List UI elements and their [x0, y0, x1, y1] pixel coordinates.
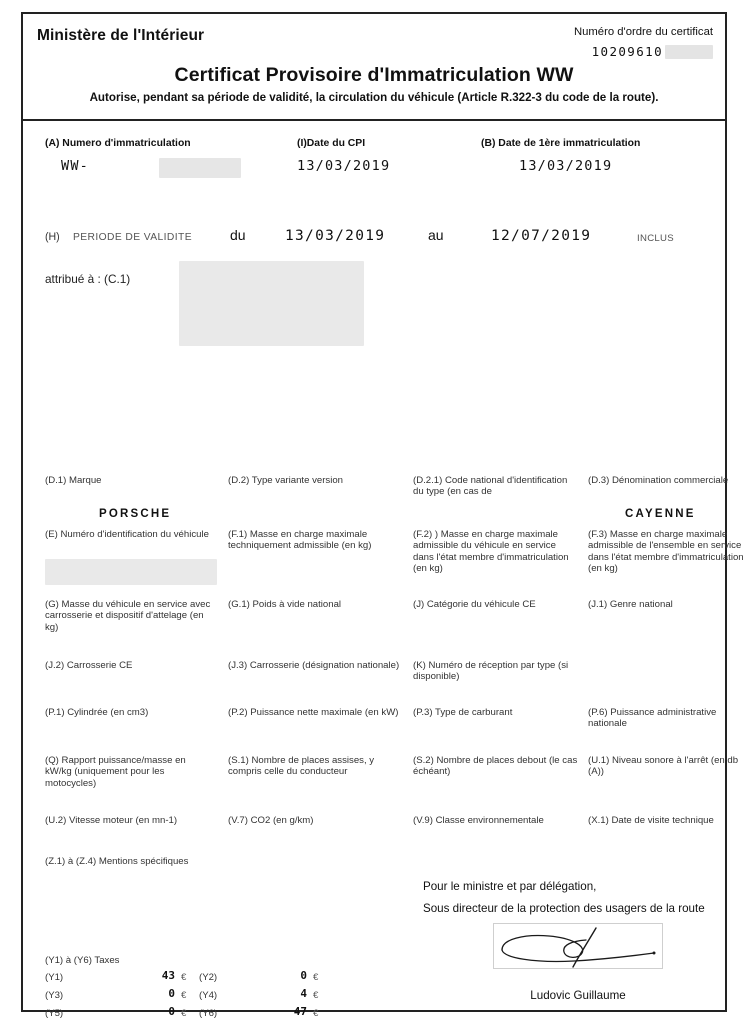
taxes-title: (Y1) à (Y6) Taxes	[45, 955, 120, 966]
field-s1-label: (S.1) Nombre de places assises, y compris celle du conducteur	[228, 755, 375, 778]
field-p6-label: (P.6) Puissance administrative nationale	[588, 707, 717, 730]
certificate-number-value: 10209610	[591, 44, 663, 59]
vin-redaction	[45, 559, 217, 585]
signature-role-line: Sous directeur de la protection des usagers de la route	[423, 902, 705, 915]
field-q-label: (Q) Rapport puissance/masse en kW/kg (uniquement pour les motocycles)	[45, 755, 186, 789]
tax-amount-y3: 0	[168, 987, 175, 1000]
tax-key-y1: (Y1)	[45, 972, 64, 983]
validity-to-date: 12/07/2019	[491, 228, 592, 244]
field-a-label: (A) Numero d'immatriculation	[45, 138, 191, 149]
tax-key-y2: (Y2)	[199, 972, 218, 983]
field-v7-label: (V.7) CO2 (en g/km)	[228, 815, 314, 826]
field-h-code: (H)	[45, 231, 60, 243]
tax-amount-y2: 0	[300, 969, 307, 982]
field-i-value: 13/03/2019	[297, 158, 391, 174]
holder-label: attribué à : (C.1)	[45, 272, 131, 286]
field-j2-label: (J.2) Carrosserie CE	[45, 660, 133, 671]
field-f1-label: (F.1) Masse en charge maximale techniquement admissible (en kg)	[228, 529, 372, 552]
field-d1-value: PORSCHE	[99, 508, 172, 520]
validity-period-row	[23, 226, 725, 254]
field-p1-label: (P.1) Cylindrée (en cm3)	[45, 707, 149, 718]
tax-key-y6: (Y6)	[199, 1008, 218, 1019]
field-g-label: (G) Masse du véhicule en service avec carrosserie et dispositif d'attelage (en kg)	[45, 599, 211, 633]
signatory-name: Ludovic Guillaume	[530, 989, 626, 1002]
field-d1-label: (D.1) Marque	[45, 475, 102, 486]
tax-key-y4: (Y4)	[199, 990, 218, 1001]
certificate-number-label: Numéro d'ordre du certificat	[573, 26, 713, 38]
validity-from-date: 13/03/2019	[285, 228, 386, 244]
tax-currency-y3: €	[181, 990, 187, 1001]
validity-from-word: du	[230, 227, 246, 243]
field-d3-label: (D.3) Dénomination commerciale	[588, 475, 729, 486]
tax-key-y3: (Y3)	[45, 990, 64, 1001]
field-s2-label: (S.2) Nombre de places debout (le cas échéant)	[413, 755, 578, 778]
certificate-number-redaction	[665, 45, 713, 59]
field-d2-label: (D.2) Type variante version	[228, 475, 343, 486]
identification-block	[23, 121, 725, 198]
field-j3-label: (J.3) Carrosserie (désignation nationale)	[228, 660, 400, 671]
tax-amount-y4: 4	[300, 987, 307, 1000]
field-j1-label: (J.1) Genre national	[588, 599, 673, 610]
document-header	[23, 14, 725, 119]
validity-period-label: PERIODE DE VALIDITE	[73, 232, 192, 243]
field-p2-label: (P.2) Puissance nette maximale (en kW)	[228, 707, 399, 718]
field-d21-label: (D.2.1) Code national d'identification du type (en cas de	[413, 475, 568, 498]
field-b-label: (B) Date de 1ère immatriculation	[481, 138, 641, 149]
validity-to-word: au	[428, 227, 444, 243]
tax-amount-y6: 47	[293, 1005, 307, 1018]
signature-box	[493, 923, 663, 969]
field-b-value: 13/03/2019	[519, 158, 613, 174]
field-f3-label: (F.3) Masse en charge maximale admissible de l'ensemble en service dans l'état membre d'immatriculation (en kg)	[588, 529, 744, 575]
tax-currency-y4: €	[313, 990, 319, 1001]
tax-currency-y6: €	[313, 1008, 319, 1019]
field-i-label: (I)Date du CPI	[297, 138, 366, 149]
field-g1-label: (G.1) Poids à vide national	[228, 599, 342, 610]
field-j-label: (J) Catégorie du véhicule CE	[413, 599, 536, 610]
field-f2-label: (F.2) ) Masse en charge maximale admissible du véhicule en service dans l'état membre d'immatriculation (en kg)	[413, 529, 569, 575]
field-x1-label: (X.1) Date de visite technique	[588, 815, 714, 826]
field-v9-label: (V.9) Classe environnementale	[413, 815, 544, 826]
field-u1-label: (U.1) Niveau sonore à l'arrêt (en db (A))	[588, 755, 739, 778]
tax-key-y5: (Y5)	[45, 1008, 64, 1019]
document-subtitle: Autorise, pendant sa période de validité, la circulation du véhicule (Article R.322-3 du code de la route).	[89, 91, 659, 104]
handwritten-signature-icon	[494, 924, 662, 968]
page-title: Certificat Provisoire d'Immatriculation WW	[174, 64, 574, 86]
field-a-value: WW-	[61, 158, 89, 174]
tax-currency-y1: €	[181, 972, 187, 983]
field-e-label: (E) Numéro d'identification du véhicule	[45, 529, 209, 540]
tax-currency-y2: €	[313, 972, 319, 983]
field-k-label: (K) Numéro de réception par type (si disponible)	[413, 660, 569, 683]
tax-amount-y1: 43	[161, 969, 175, 982]
plate-number-redaction	[159, 158, 241, 178]
tax-amount-y5: 0	[168, 1005, 175, 1018]
validity-inclusive-note: INCLUS	[637, 233, 674, 244]
holder-name-redaction	[179, 261, 364, 346]
field-z-label: (Z.1) à (Z.4) Mentions spécifiques	[45, 856, 189, 867]
certificate-frame	[21, 12, 744, 1019]
field-p3-label: (P.3) Type de carburant	[413, 707, 513, 718]
tax-currency-y5: €	[181, 1008, 187, 1019]
signature-delegation-line: Pour le ministre et par délégation,	[423, 880, 597, 893]
ministry-title: Ministère de l'Intérieur	[37, 27, 205, 44]
field-u2-label: (U.2) Vitesse moteur (en mn-1)	[45, 815, 178, 826]
field-d3-value: CAYENNE	[625, 508, 696, 520]
